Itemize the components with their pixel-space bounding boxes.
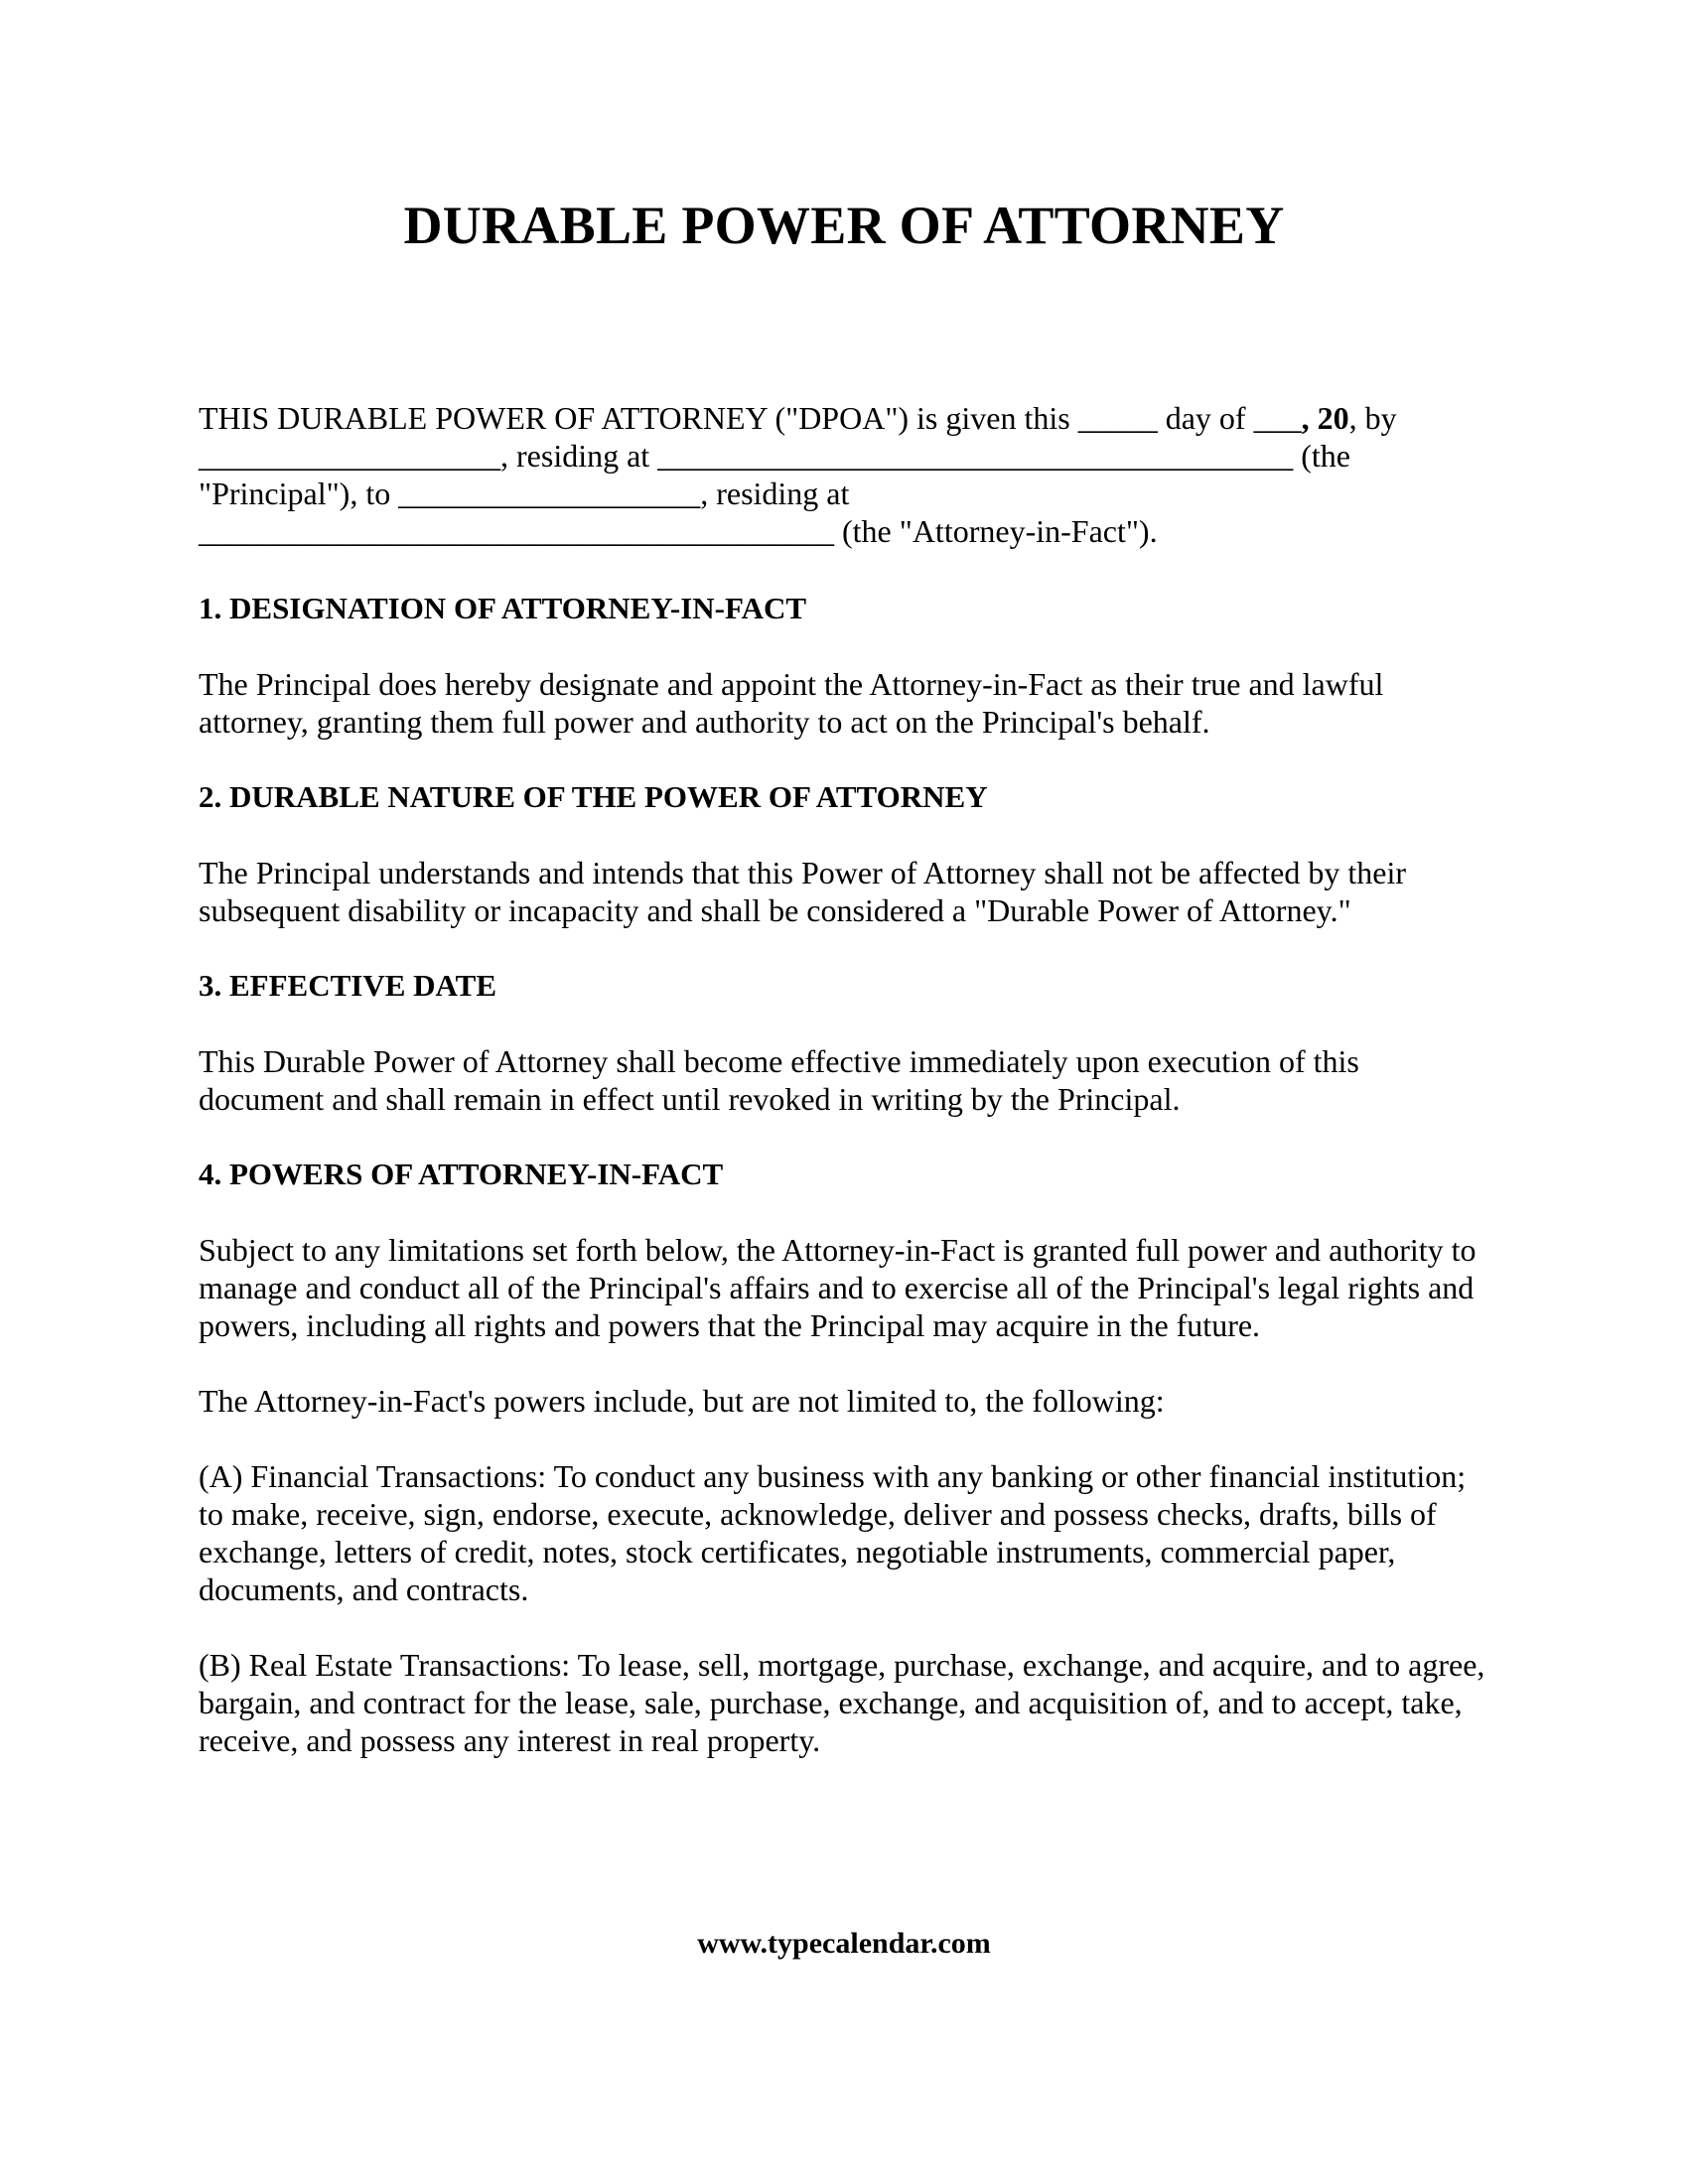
intro-line-3: "Principal"), to ___________________, residing at [199, 476, 850, 511]
section-powers-financial: (A) Financial Transactions: To conduct any business with any banking or other financial institution; to make, receive, sign, endorse, execute, acknowledge, deliver and possess checks, drafts, bills of exchange, letters of credit, notes, stock certificates, negotiable instruments, commercial paper, documents, and contracts. [199, 1458, 1467, 1607]
document-title: DURABLE POWER OF ATTORNEY [403, 196, 1285, 255]
intro-line-2: ___________________, residing at ________________________________________ (the [199, 438, 1350, 474]
footer-website: www.typecalendar.com [697, 1927, 991, 1960]
intro-line-1-text: THIS DURABLE POWER OF ATTORNEY ("DPOA") is given this _____ day of ___ [199, 400, 1302, 436]
intro-line-1-end: , by [1348, 400, 1397, 436]
document-body [199, 399, 1489, 1797]
intro-line-1 [199, 400, 1397, 436]
section-heading-powers: 4. POWERS OF ATTORNEY-IN-FACT [199, 1157, 724, 1191]
section-powers-list-intro: The Attorney-in-Fact's powers include, but are not limited to, the following: [199, 1383, 1165, 1419]
section-heading-effective-date: 3. EFFECTIVE DATE [199, 968, 496, 1003]
section-effective-date-paragraph: This Durable Power of Attorney shall become effective immediately upon execution of this document and shall remain in effect until revoked in writing by the Principal. [199, 1043, 1359, 1117]
intro-line-4: ________________________________________ (the "Attorney-in-Fact"). [199, 513, 1158, 549]
section-powers-paragraph: Subject to any limitations set forth below, the Attorney-in-Fact is granted full power and authority to manage and conduct all of the Principal's affairs and to exercise all of the Principal's legal rights and powers, including all rights and powers that the Principal may acquire in the future. [199, 1232, 1477, 1343]
intro-paragraph [199, 399, 1489, 550]
section-durable-nature-paragraph: The Principal understands and intends that this Power of Attorney shall not be affected by their subsequent disability or incapacity and shall be considered a "Durable Power of Attorney." [199, 855, 1407, 928]
intro-year-prefix: , 20 [1301, 400, 1349, 436]
section-designation-paragraph: The Principal does hereby designate and appoint the Attorney-in-Fact as their true and lawful attorney, granting them full power and authority to act on the Principal's behalf. [199, 666, 1384, 740]
section-heading-durable-nature: 2. DURABLE NATURE OF THE POWER OF ATTORNEY [199, 779, 988, 814]
section-powers-real-estate: (B) Real Estate Transactions: To lease, sell, mortgage, purchase, exchange, and acquire, and to agree, bargain, and contract for the lease, sale, purchase, exchange, and acquisition of, and to accept, take, receive, and possess any interest in real property. [199, 1647, 1485, 1758]
section-heading-designation: 1. DESIGNATION OF ATTORNEY-IN-FACT [199, 591, 807, 625]
